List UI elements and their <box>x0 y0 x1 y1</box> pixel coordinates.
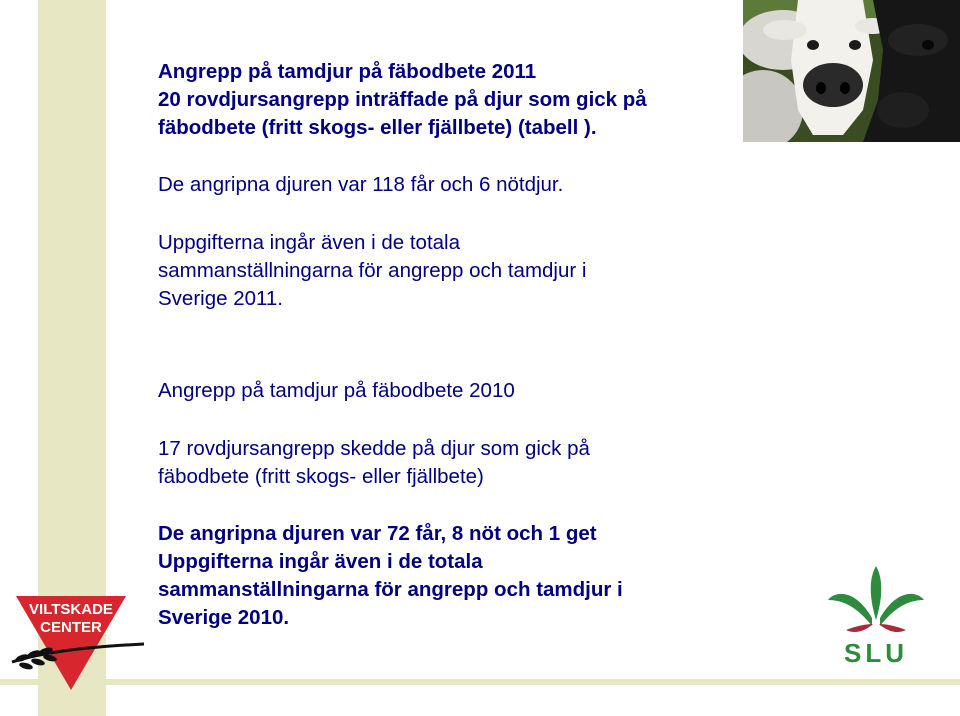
section-2011-note2: sammanställningarna för angrepp och tamdjur i <box>158 259 587 282</box>
cattle-illustration <box>743 0 960 142</box>
section-2010-line2: fäbodbete (fritt skogs- eller fjällbete) <box>158 465 484 488</box>
section-2011-note1: Uppgifterna ingår även i de totala <box>158 231 461 254</box>
slu-text: SLU <box>844 638 908 668</box>
section-2011-heading: Angrepp på tamdjur på fäbodbete 2011 <box>158 60 537 83</box>
section-2011-animals: De angripna djuren var 118 får och 6 nötdjur. <box>158 173 564 196</box>
viltskade-center-logo <box>4 592 154 692</box>
section-2010-animals: De angripna djuren var 72 får, 8 nöt och 1 get <box>158 522 597 545</box>
slu-logo-graphic <box>826 560 926 670</box>
section-2010-details <box>158 520 623 632</box>
section-2010-line1: 17 rovdjursangrepp skedde på djur som gick på <box>158 437 590 460</box>
section-2010-heading-block <box>158 377 515 405</box>
slu-logo <box>826 560 926 670</box>
section-2011-line2: fäbodbete (fritt skogs- eller fjällbete) (tabell ). <box>158 116 597 139</box>
section-2010-heading: Angrepp på tamdjur på fäbodbete 2010 <box>158 379 515 402</box>
section-2011-line1: 20 rovdjursangrepp inträffade på djur som gick på <box>158 88 647 111</box>
section-2010-note2: sammanställningarna för angrepp och tamdjur i <box>158 578 623 601</box>
center-text: CENTER <box>40 619 102 636</box>
section-2011 <box>158 58 647 142</box>
section-2011-note3: Sverige 2011. <box>158 287 283 310</box>
section-2010-body <box>158 435 590 491</box>
section-2010-note3: Sverige 2010. <box>158 606 290 629</box>
cattle-photo <box>743 0 960 142</box>
section-2011-note <box>158 229 586 313</box>
viltskade-text: VILTSKADE <box>29 601 113 618</box>
section-2011-animals-block <box>158 171 563 199</box>
viltskade-logo-graphic <box>4 592 154 692</box>
section-2010-note1: Uppgifterna ingår även i de totala <box>158 550 483 573</box>
